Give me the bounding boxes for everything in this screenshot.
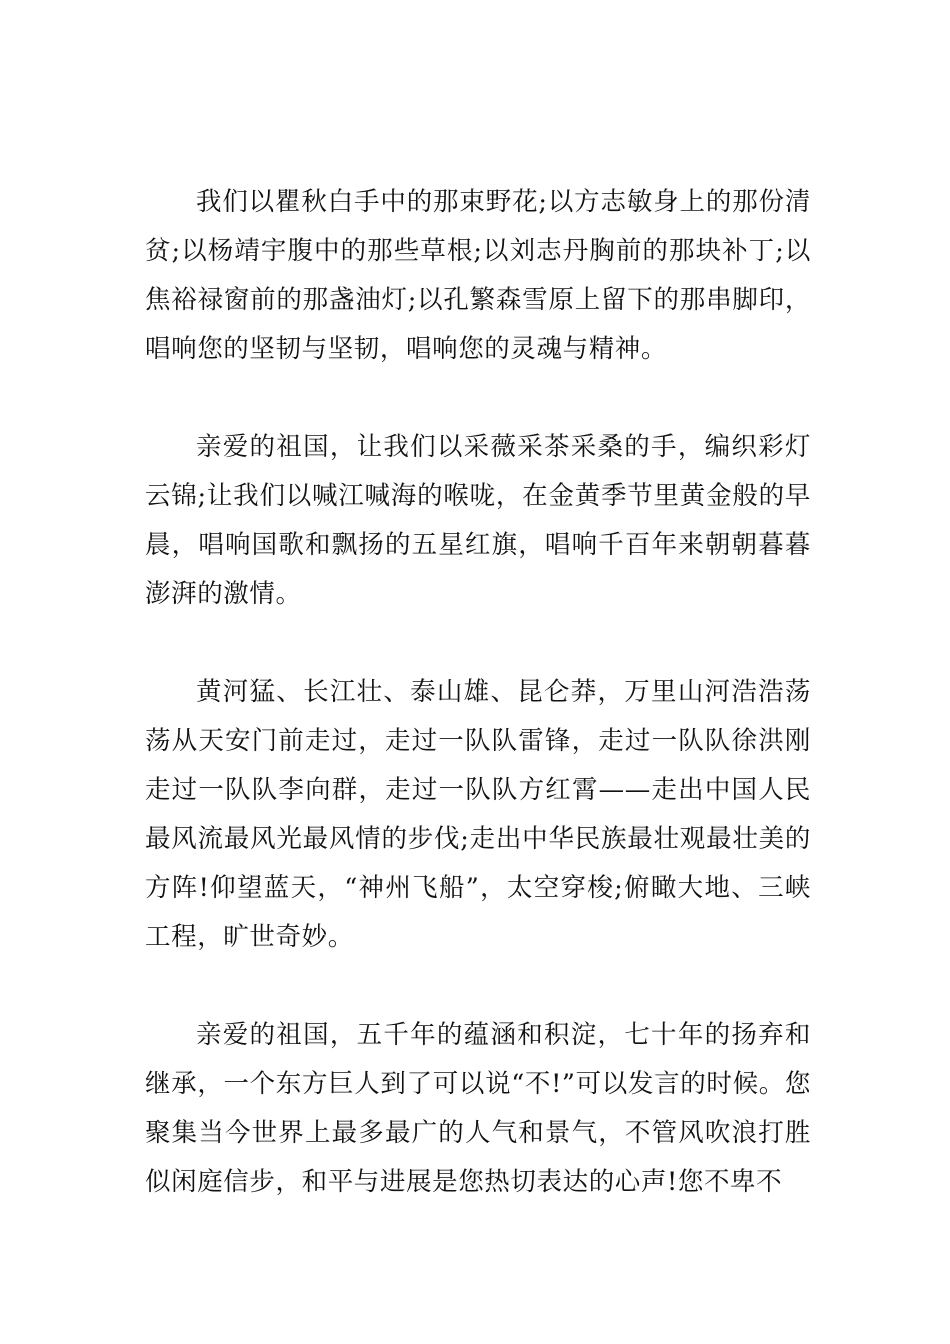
paragraph-3: 黄河猛、长江壮、泰山雄、昆仑莽，万里山河浩浩荡荡从天安门前走过，走过一队队雷锋，走过一队队徐洪刚走过一队队李向群，走过一队队方红霄——走出中国人民最风流最风光最风情的步伐;走出中华民族最壮观最壮美的方阵!仰望蓝天，“神州飞船”，太空穿梭;俯瞰大地、三峡工程，旷世奇妙。 bbox=[145, 677, 811, 952]
document-body bbox=[145, 178, 811, 1256]
paragraph-2: 亲爱的祖国，让我们以采薇采茶采桑的手，编织彩灯云锦;让我们以喊江喊海的喉咙，在金黄季节里黄金般的早晨，唱响国歌和飘扬的五星红旗，唱响千百年来朝朝暮暮澎湃的激情。 bbox=[145, 432, 811, 609]
paragraph-4: 亲爱的祖国，五千年的蕴涵和积淀，七十年的扬弃和继承，一个东方巨人到了可以说“不!”可以发言的时候。您聚集当今世界上最多最广的人气和景气，不管风吹浪打胜似闲庭信步，和平与进展是您热切表达的心声!您不卑不 bbox=[145, 1020, 811, 1197]
paragraph-1: 我们以瞿秋白手中的那束野花;以方志敏身上的那份清贫;以杨靖宇腹中的那些草根;以刘志丹胸前的那块补丁;以焦裕禄窗前的那盏油灯;以孔繁森雪原上留下的那串脚印，唱响您的坚韧与坚韧，唱响您的灵魂与精神。 bbox=[145, 187, 811, 364]
